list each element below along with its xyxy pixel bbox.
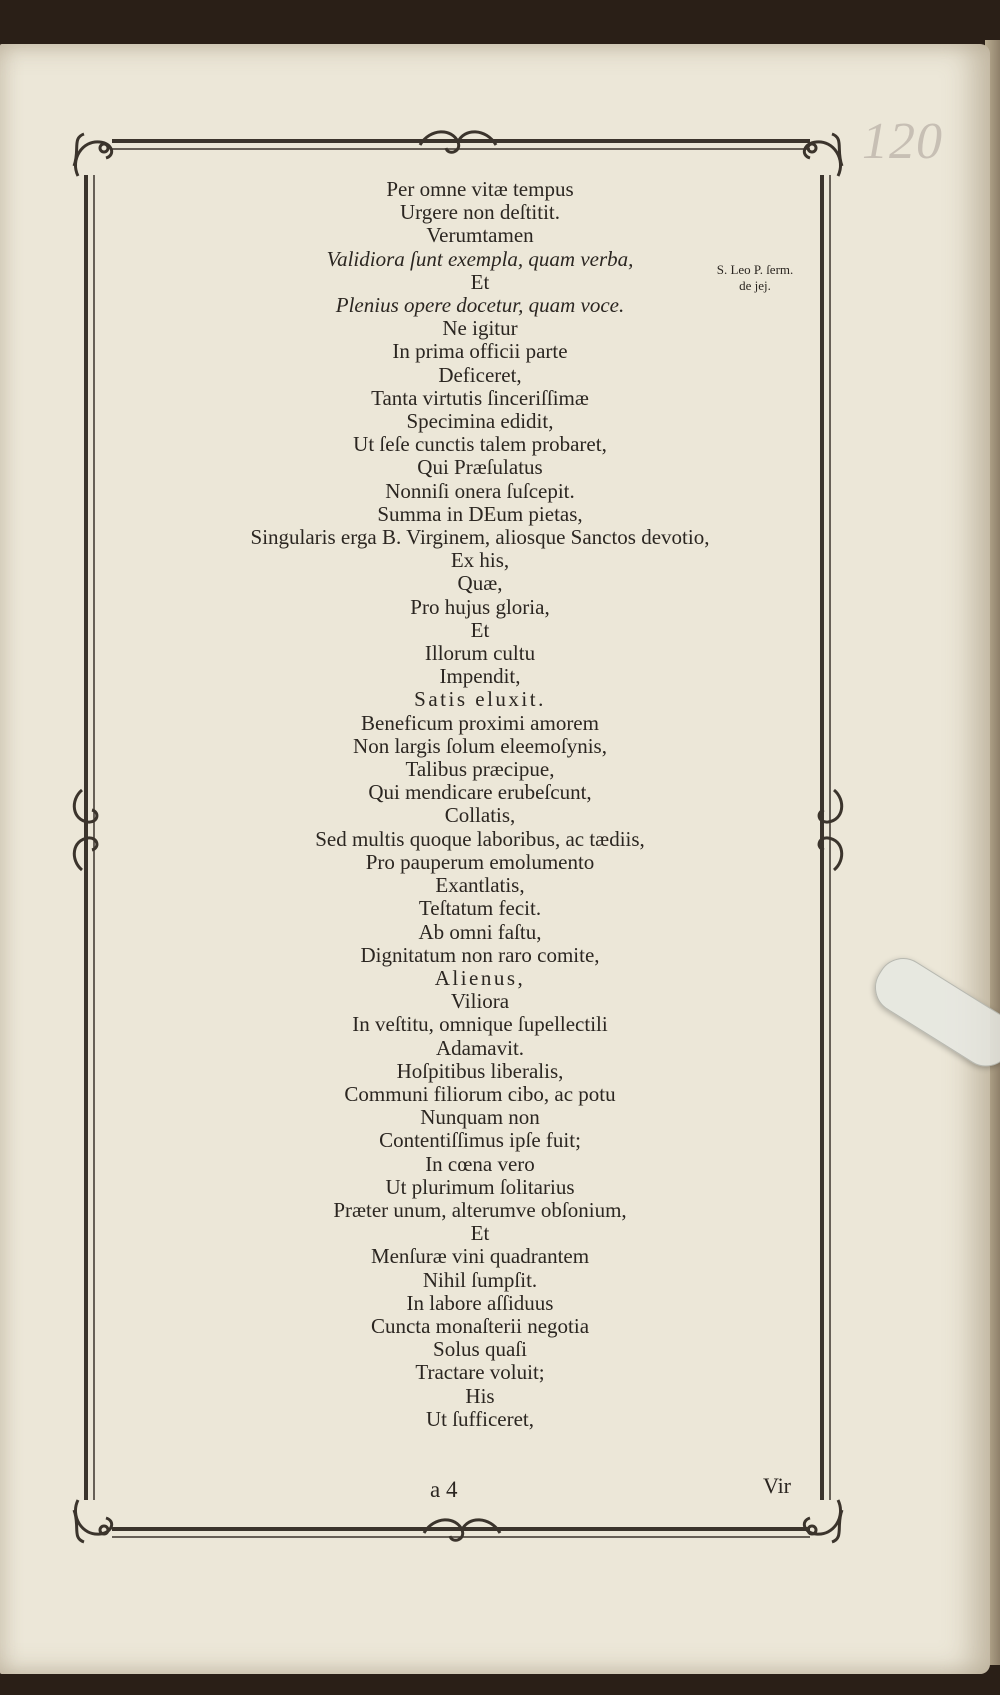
text-line: Sed multis quoque laboribus, ac tædiis, (315, 826, 645, 851)
text-line: Non largis ſolum eleemoſynis, (353, 733, 607, 758)
text-line: Quæ, (457, 571, 503, 596)
folio-number: 120 (862, 113, 943, 170)
text-line: Pro hujus gloria, (410, 594, 550, 619)
text-line: Nonniſi onera ſuſcepit. (385, 478, 575, 503)
ornament-bottom-left (74, 1500, 112, 1542)
text-line: Contentiſſimus ipſe fuit; (379, 1128, 581, 1153)
text-line: Et (470, 269, 490, 294)
text-line: Talibus præcipue, (405, 757, 555, 782)
text-line: Solus quaſi (433, 1337, 527, 1362)
text-line: In cœna vero (425, 1151, 535, 1176)
text-line: Nunquam non (420, 1105, 540, 1130)
text-line: Impendit, (439, 664, 521, 689)
text-line: Qui Præſulatus (417, 455, 543, 480)
margin-note-line-1: S. Leo P. ſerm. (716, 262, 794, 277)
text-line: Cuncta monaſterii negotia (370, 1313, 590, 1338)
signature-mark: a 4 (430, 1477, 458, 1502)
text-line: Summa in DEum pietas, (377, 501, 583, 526)
text-line: Collatis, (444, 803, 516, 828)
text-line: Ab omni faſtu, (418, 919, 542, 944)
text-line: Dignitatum non raro comite, (360, 942, 600, 967)
text-line: Viliora (450, 989, 510, 1014)
text-line: In labore aſſiduus (406, 1290, 554, 1315)
text-line: Qui mendicare erubeſcunt, (368, 780, 592, 805)
text-line: Teſtatum fecit. (418, 896, 542, 921)
text-line: Exantlatis, (435, 873, 525, 898)
text-line: Menſuræ vini quadrantem (370, 1244, 590, 1269)
ornament-bottom-right (804, 1500, 842, 1542)
text-line: Verumtamen (426, 223, 534, 248)
text-line: Illorum cultu (424, 641, 536, 666)
text-line: Adamavit. (435, 1035, 525, 1060)
text-line: Et (470, 1221, 490, 1246)
text-line: Plenius opere docetur, quam voce. (335, 293, 625, 318)
text-line: Ut ſufficeret, (425, 1406, 535, 1431)
text-line: In veſtitu, omnique ſupellectili (352, 1012, 608, 1037)
catchword: Vir (763, 1473, 792, 1498)
text-line: His (465, 1383, 495, 1408)
text-line: Singularis erga B. Virginem, aliosque Sanctos devotio, (250, 525, 710, 550)
text-line: Ut ſeſe cunctis talem probaret, (353, 432, 607, 457)
text-line: Urgere non deſtitit. (400, 200, 560, 225)
text-line: In prima officii parte (392, 339, 568, 364)
text-line: Satis eluxit. (414, 687, 546, 712)
text-line: Ne igitur (442, 316, 518, 341)
text-line: Tractare voluit; (415, 1360, 545, 1385)
margin-note-line-2: de jej. (739, 278, 771, 293)
text-line: Hoſpitibus liberalis, (396, 1058, 564, 1083)
text-line: Validiora ſunt exempla, quam verba, (326, 246, 634, 271)
text-line: Specimina edidit, (406, 409, 554, 434)
text-line: Beneficum proximi amorem (361, 710, 599, 735)
text-line: Tanta virtutis ſinceriſſimæ (371, 385, 589, 410)
margin-note (690, 262, 820, 294)
text-line: Per omne vitæ tempus (386, 177, 574, 201)
text-line: Et (470, 617, 490, 642)
text-line: Pro pauperum emolumento (365, 849, 595, 874)
text-line: Ex his, (450, 548, 510, 573)
body-text (160, 178, 800, 1431)
text-line: Nihil ſumpſit. (422, 1267, 538, 1292)
text-line: Ut plurimum ſolitarius (385, 1174, 575, 1199)
text-line: Deficeret, (438, 362, 522, 387)
text-line: Communi filiorum cibo, ac potu (344, 1081, 616, 1106)
text-line: Præter unum, alterumve obſonium, (333, 1197, 627, 1222)
ornament-top-left (74, 134, 112, 176)
text-line: Alienus, (434, 965, 526, 990)
